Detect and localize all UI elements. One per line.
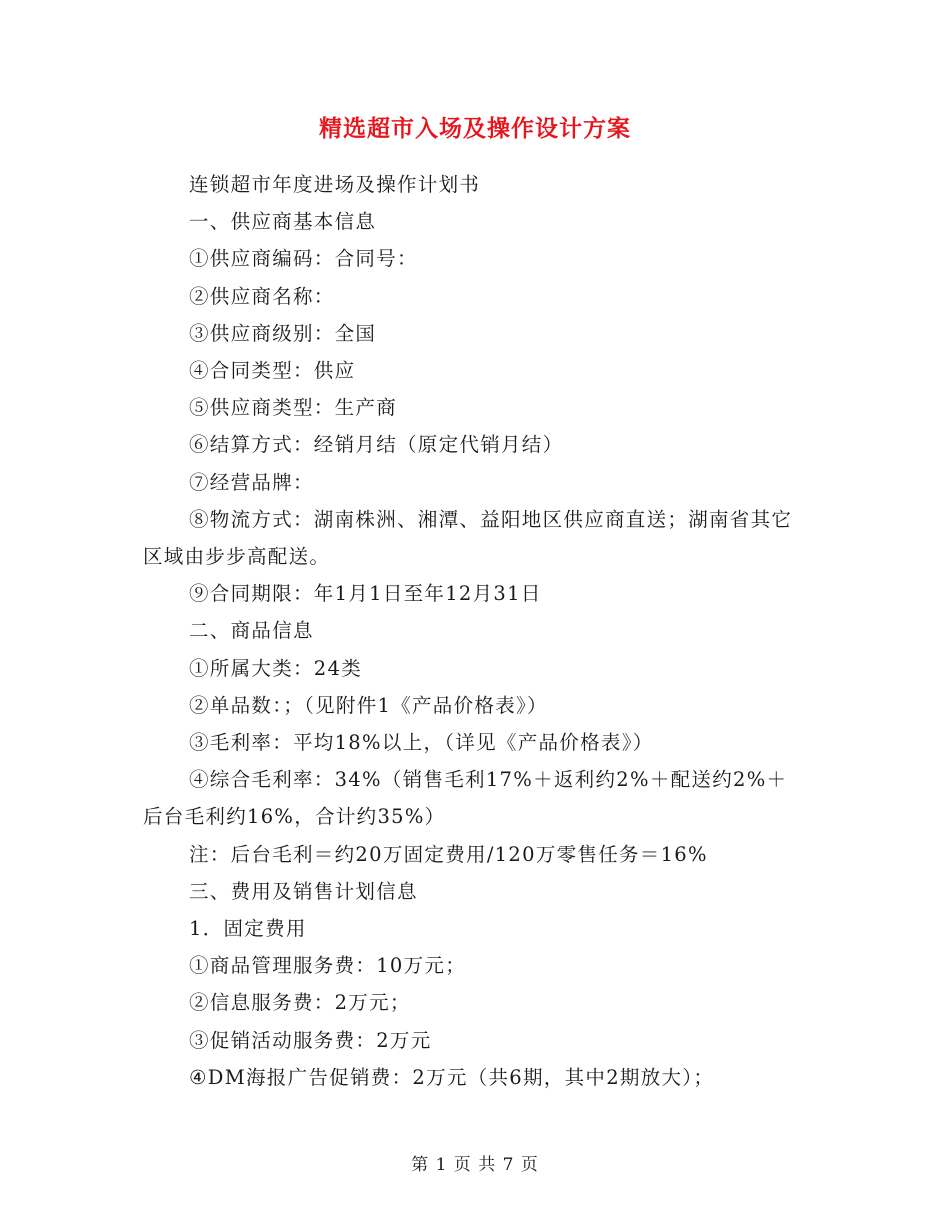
paragraph: ①所属大类：24类 bbox=[189, 656, 363, 680]
paragraph: ④综合毛利率：34%（销售毛利17%＋返利约2%＋配送约2%＋后台毛利约16%，合计约35%） bbox=[143, 768, 788, 829]
paragraph: ③供应商级别：全国 bbox=[189, 321, 377, 345]
section-heading: 二、商品信息 bbox=[189, 619, 314, 643]
document-title: 精选超市入场及操作设计方案 bbox=[319, 115, 631, 142]
paragraph: ④合同类型：供应 bbox=[189, 359, 356, 383]
document-body bbox=[143, 166, 808, 1096]
paragraph: ②信息服务费：2万元； bbox=[189, 991, 411, 1015]
section-heading: 一、供应商基本信息 bbox=[189, 210, 377, 234]
paragraph: ⑥结算方式：经销月结（原定代销月结） bbox=[189, 433, 564, 457]
paragraph: ③促销活动服务费：2万元 bbox=[189, 1028, 432, 1052]
paragraph: ④DM海报广告促销费：2万元（共6期，其中2期放大）； bbox=[189, 1065, 715, 1089]
paragraph: ③毛利率：平均18%以上，（详见《产品价格表》） bbox=[189, 731, 654, 755]
page-footer: 第 1 页 共 7 页 bbox=[411, 1155, 539, 1175]
paragraph: ⑧物流方式：湖南株洲、湘潭、益阳地区供应商直送；湖南省其它区域由步步高配送。 bbox=[143, 507, 793, 569]
paragraph: ①商品管理服务费：10万元； bbox=[189, 954, 467, 978]
paragraph: ⑦经营品牌： bbox=[189, 470, 314, 494]
paragraph: ②供应商名称： bbox=[189, 284, 335, 308]
section-heading: 三、费用及销售计划信息 bbox=[189, 879, 418, 903]
paragraph: ②单品数：；（见附件1《产品价格表》） bbox=[189, 693, 548, 717]
paragraph: 1．固定费用 bbox=[189, 917, 307, 941]
paragraph: 连锁超市年度进场及操作计划书 bbox=[189, 173, 481, 196]
paragraph: 注：后台毛利＝约20万固定费用/120万零售任务＝16% bbox=[189, 842, 708, 866]
paragraph: ⑨合同期限：年1月1日至年12月31日 bbox=[189, 582, 542, 606]
paragraph: ⑤供应商类型：生产商 bbox=[189, 396, 398, 420]
paragraph: ①供应商编码：合同号： bbox=[189, 247, 418, 271]
